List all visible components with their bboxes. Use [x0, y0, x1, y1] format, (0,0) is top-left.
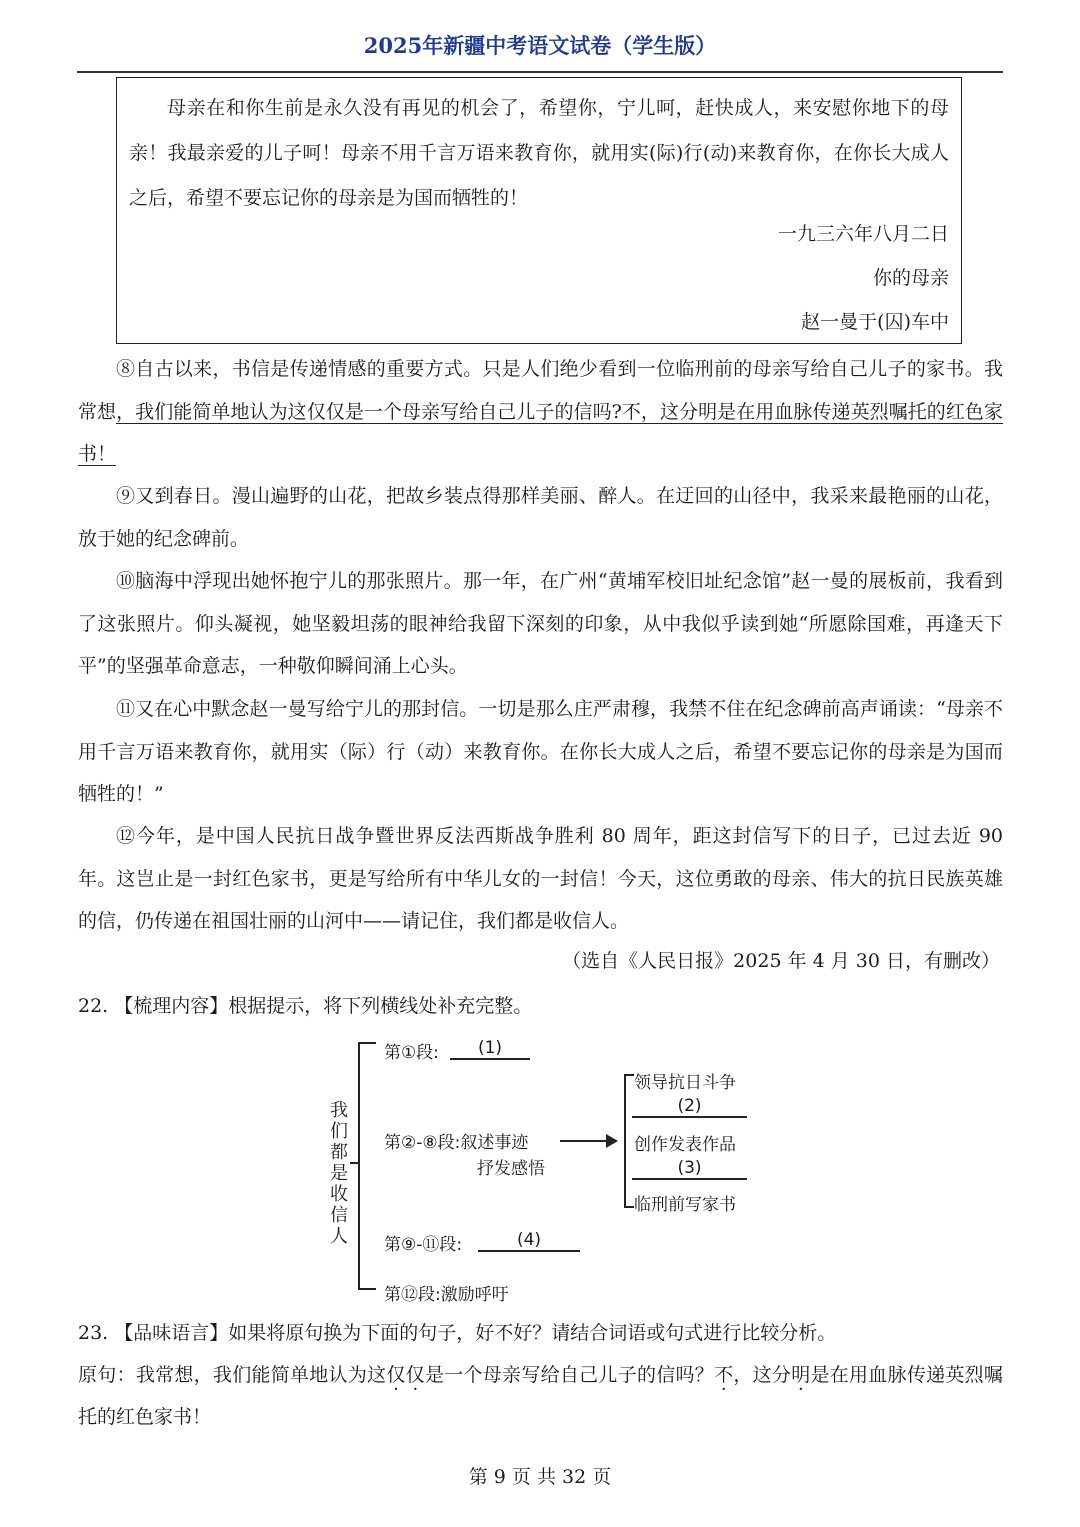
paragraph-8-text: ⑧自古以来，书信是传递情感的重要方式。只是人们绝少看到一位临刑前的母亲写给自己儿子的家书。我常想	[78, 358, 1003, 423]
row-1-label: 第①段:	[384, 1043, 439, 1063]
paragraph-8	[78, 348, 1003, 476]
emphasis-char-2: 仅	[405, 1364, 425, 1386]
question-22: 22. 【梳理内容】根据提示，将下列横线处补充完整。	[78, 995, 533, 1017]
letter-signature: 赵一曼于(囚)车中	[801, 311, 949, 333]
page-header-title: 2025年新疆中考语文试卷（学生版）	[363, 33, 717, 58]
row-4-label: 第⑫段:激励呼吁	[384, 1285, 509, 1305]
original-sentence	[78, 1354, 1003, 1438]
letter-date: 一九三六年八月二日	[777, 223, 949, 245]
paragraph-10: ⑩脑海中浮现出她怀抱宁儿的那张照片。那一年，在广州“黄埔军校旧址纪念馆”赵一曼的展板前，我看到了这张照片。仰头凝视，她坚毅坦荡的眼神给我留下深刻的印象，从中我似乎读到她“所愿除国难，再逢天下平”的坚强革命意志，一种敬仰瞬间涌上心头。	[78, 570, 1003, 677]
item-write-letter: 临刑前写家书	[634, 1195, 736, 1215]
right-bracket-vertical	[624, 1074, 626, 1208]
blank-2[interactable]: (2)	[632, 1096, 747, 1118]
underlined-sentence: ，我们能简单地认为这仅仅是一个母亲写给自己儿子的信吗?不，这分明是在用血脉传递英烈嘱托的红色家书！	[78, 400, 1003, 465]
header-divider	[77, 71, 1003, 73]
arrow-head-icon	[606, 1134, 618, 1148]
right-bracket-top	[624, 1074, 634, 1076]
item-create-works: 创作发表作品	[634, 1135, 736, 1155]
letter-excerpt-box	[116, 77, 962, 344]
row-3-label: 第⑨-⑪段:	[384, 1235, 463, 1255]
original-text-b: 是一个母亲写给自己儿子的信吗？	[424, 1364, 715, 1386]
source-citation: （选自《人民日报》2025 年 4 月 30 日，有删改）	[562, 950, 1000, 972]
row-2-label-b: 抒发感悟	[477, 1159, 545, 1179]
blank-3[interactable]: (3)	[632, 1158, 747, 1180]
bracket-top	[358, 1042, 376, 1044]
row-2-label: 第②-⑧段:叙述事迹	[384, 1133, 529, 1153]
item-lead-resistance: 领导抗日斗争	[634, 1073, 736, 1093]
page-number: 第 9 页 共 32 页	[468, 1466, 612, 1488]
paragraph-9: ⑨又到春日。漫山遍野的山花，把故乡装点得那样美丽、醉人。在迂回的山径中，我采来最艳丽的山花，放于她的纪念碑前。	[78, 485, 1003, 550]
emphasis-char-1: 仅	[386, 1364, 406, 1386]
emphasis-char-3: 不	[714, 1364, 734, 1386]
original-text-c: ，这分	[733, 1364, 792, 1386]
bracket-mid-tick	[350, 1162, 360, 1164]
bracket-bottom	[358, 1288, 376, 1290]
blank-1[interactable]: (1)	[450, 1038, 530, 1060]
paragraph-12: ⑫今年，是中国人民抗日战争暨世界反法西斯战争胜利 80 周年，距这封信写下的日子，已过去近 90 年。这岂止是一封红色家书，更是写给所有中华儿女的一封信！今天，这位勇敢的母亲、伟大的抗日民族英雄的信，仍传递在祖国壮丽的山河中——请记住，我们都是收信人。	[78, 825, 1003, 932]
structure-diagram	[320, 1030, 790, 1310]
bracket-vertical	[358, 1042, 360, 1290]
letter-closing: 你的母亲	[872, 267, 949, 289]
arrow-shaft	[560, 1140, 610, 1142]
right-bracket-bottom	[624, 1206, 634, 1208]
blank-4[interactable]: (4)	[478, 1230, 580, 1252]
original-text-d: 是在用血脉传递英烈嘱托的红色家书！	[78, 1364, 1003, 1428]
paragraph-11: ⑪又在心中默念赵一曼写给宁儿的那封信。一切是那么庄严肃穆，我禁不住在纪念碑前高声诵读：“母亲不用千言万语来教育你，就用实（际）行（动）来教育你。在你长大成人之后，希望不要忘记你的母亲是为国而牺牲的！”	[78, 698, 1003, 805]
original-text-a: 原句：我常想，我们能简单地认为这	[78, 1364, 387, 1386]
letter-body: 母亲在和你生前是永久没有再见的机会了，希望你，宁儿呵，赶快成人，来安慰你地下的母亲！我最亲爱的儿子呵！母亲不用千言万语来教育你，就用实(际)行(动)来教育你，在你长大成人之后，希望不要忘记你的母亲是为国而牺牲的！	[129, 97, 949, 209]
question-23: 23. 【品味语言】如果将原句换为下面的句子，好不好？请结合词语或句式进行比较分析。	[78, 1322, 837, 1344]
diagram-title: 我们都是收信人	[330, 1100, 348, 1247]
emphasis-char-4: 明	[791, 1364, 811, 1386]
